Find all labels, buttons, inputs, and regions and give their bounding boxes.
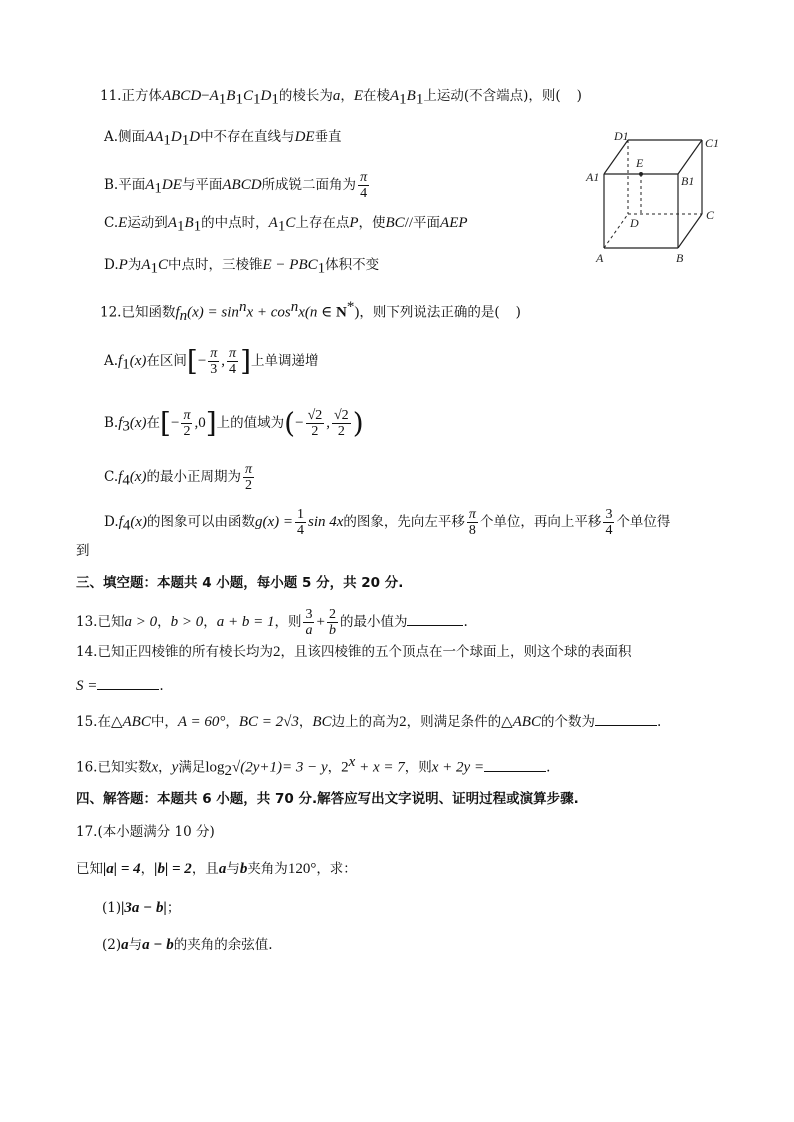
q14-answer-blank[interactable] xyxy=(97,675,159,690)
q16: 16.已知实数x，y满足$\log_2√(2y+1)= 3 - y$，$2^x + x = 7$，则x + 2y = . xyxy=(76,754,551,780)
q17-part2: (2)a与a − b的夹角的余弦值. xyxy=(102,937,273,953)
edge-ad xyxy=(604,214,628,248)
q11-option-c: C.E运动到$A_1B_1$的中点时，$A_1C$上存在点P，使BC//平面AEP xyxy=(104,215,468,235)
label-a: A xyxy=(596,251,604,265)
q14-line1: 14.已知正四棱锥的所有棱长均为2，且该四棱锥的五个顶点在一个球面上，则这个球的表面积 xyxy=(76,644,632,660)
q17-part1: (1)|3a − b|； xyxy=(102,900,181,916)
point-e xyxy=(639,172,643,176)
q11-stem: 11.正方体$ABCD-A_1B_1C_1D_1$的棱长为a，E在棱$A_1B_1$上运动(不含端点)，则( ) xyxy=(100,88,582,108)
section-4-heading: 四、解答题：本题共 6 小题，共 70 分.解答应写出文字说明、证明过程或演算步骤. xyxy=(76,791,579,807)
label-e: E xyxy=(636,156,644,170)
q12-option-a: $A.f_1(x)$在区间[− $\frac{\pi}{3}$ , $\frac{\pi}{4}$ ]上单调递增 xyxy=(104,344,319,378)
label-c1: C1 xyxy=(705,136,720,150)
label-c: C xyxy=(706,208,715,222)
q13-answer-blank[interactable] xyxy=(407,611,463,626)
q17-given: 已知|a| = 4，|b| = 2，且a与b夹角为120°，求： xyxy=(76,861,357,877)
q12-option-b: $B.f_3(x)$在[− $\frac{\pi}{2}$ ,0]上的值域为(− $\frac{√2}{2}$ , $\frac{√2}{2}$ ) xyxy=(104,406,364,440)
q15-answer-blank[interactable] xyxy=(595,711,657,726)
label-b: B xyxy=(676,251,684,265)
q11-option-d: D.P为$A_1C$中点时，三棱锥$E - PBC_1$体积不变 xyxy=(104,257,380,277)
q16-answer-blank[interactable] xyxy=(484,757,546,772)
q12-stem: 12.已知函数$f_n(x) = \sin^nx + \cos^nx(n$ ∈ N*)，则下列说法正确的是( ) xyxy=(100,299,521,325)
q12-option-c: $C.f_4(x)$的最小正周期为 $\frac{\pi}{2}$ xyxy=(104,462,252,493)
q12-option-d-continuation: 到 xyxy=(76,543,90,559)
edge-bc xyxy=(678,214,702,248)
q17-head: 17.(本小题满分 10 分) xyxy=(76,824,215,840)
label-d: D xyxy=(630,216,639,230)
cube-figure xyxy=(584,124,724,270)
edge-b1c1 xyxy=(678,140,702,174)
q15: 15.在△ABC中，A = 60°，BC = 2√3，BC边上的高为2，则满足条件的△ABC的个数为 . xyxy=(76,711,661,732)
section-3-heading: 三、填空题：本题共 4 小题，每小题 5 分，共 20 分. xyxy=(76,575,404,591)
edge-a1d1 xyxy=(604,140,628,174)
q13: 13.已知a > 0，b > 0，a + b = 1，则 $\frac{3}{a}$ + $\frac{2}{b}$ 的最小值为 . xyxy=(76,607,468,638)
q11-option-a: A.侧面$AA_1D_1D$中不存在直线与DE垂直 xyxy=(104,129,342,149)
label-d1: D1 xyxy=(614,129,629,143)
label-a1: A1 xyxy=(586,170,600,184)
q14-line2: S = . xyxy=(76,675,164,696)
label-b1: B1 xyxy=(681,174,695,188)
q11-option-b: B.平面$A_1DE$与平面ABCD所成锐二面角为 $\frac{\pi}{4}$ xyxy=(104,170,368,201)
q12-option-d: $D.f_4(x)$的图象可以由函数g(x) = $\frac{1}{4}$ sin 4x的图象，先向左平移 $\frac{\pi}{8}$ 个单位，再向上平移 $\frac{3}{4}$ 个单位得 xyxy=(104,507,671,538)
